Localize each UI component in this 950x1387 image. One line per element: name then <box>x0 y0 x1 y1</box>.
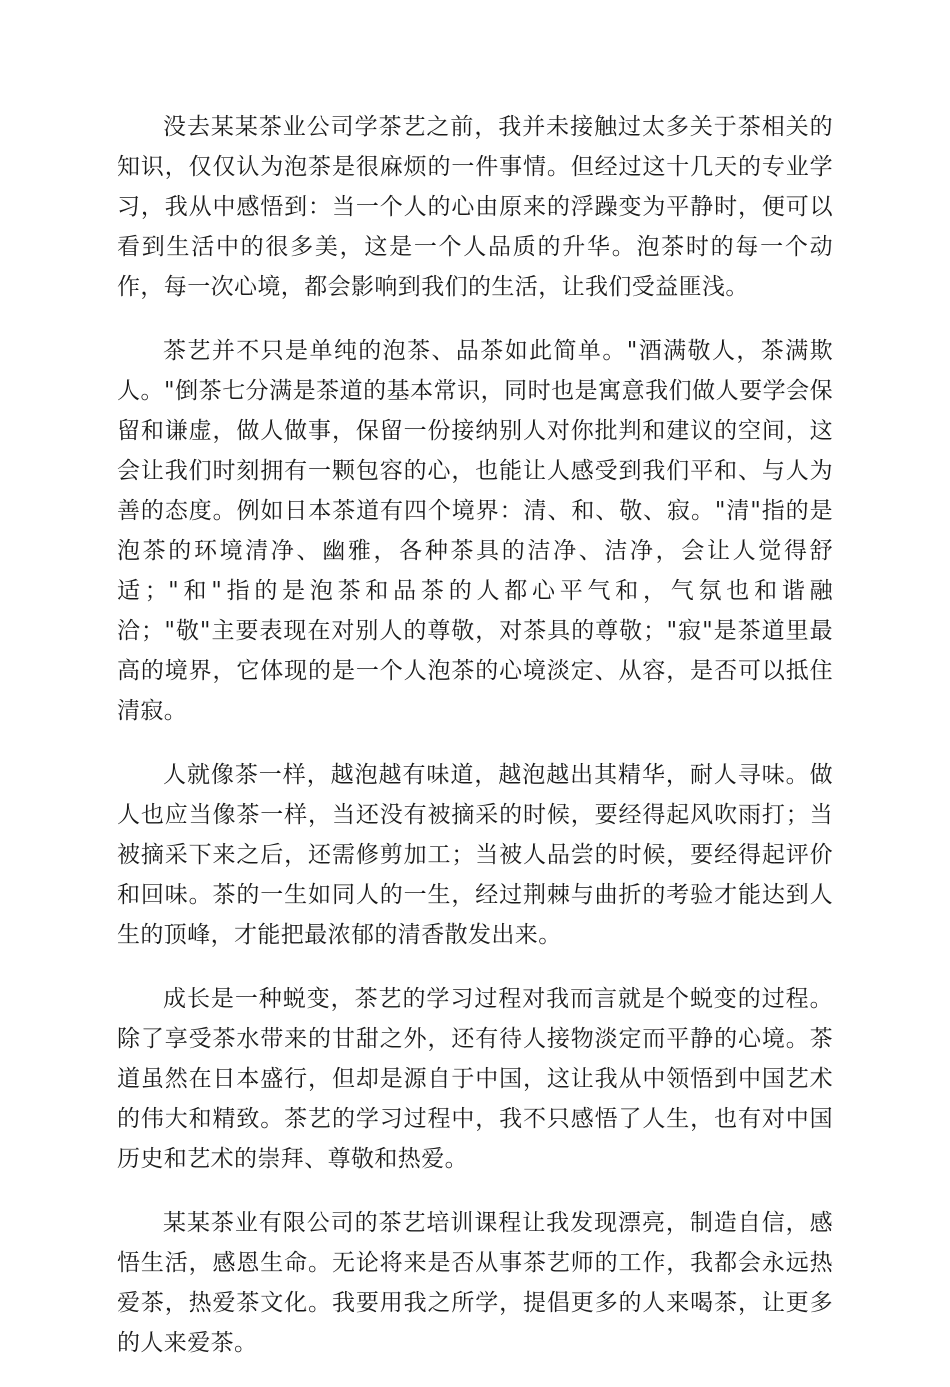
paragraph-1: 没去某某茶业公司学茶艺之前，我并未接触过太多关于茶相关的知识，仅仅认为泡茶是很麻烦的一件事情。但经过这十几天的专业学习，我从中感悟到：当一个人的心由原来的浮躁变为平静时，便可以看到生活中的很多美，这是一个人品质的升华。泡茶时的每一个动作，每一次心境，都会影响到我们的生活，让我们受益匪浅。 <box>117 114 833 300</box>
paragraph-4: 成长是一种蜕变，茶艺的学习过程对我而言就是个蜕变的过程。除了享受茶水带来的甘甜之外，还有待人接物淡定而平静的心境。茶道虽然在日本盛行，但却是源自于中国，这让我从中领悟到中国艺术的伟大和精致。茶艺的学习过程中，我不只感悟了人生，也有对中国历史和艺术的崇拜、尊敬和热爱。 <box>117 986 833 1172</box>
paragraph-2: 茶艺并不只是单纯的泡茶、品茶如此简单。"酒满敬人，茶满欺人。"倒茶七分满是茶道的基本常识，同时也是寓意我们做人要学会保留和谦虚，做人做事，保留一份接纳别人对你批判和建议的空间，这会让我们时刻拥有一颗包容的心，也能让人感受到我们平和、与人为善的态度。例如日本茶道有四个境界：清、和、敬、寂。"清"指的是泡茶的环境清净、幽雅，各种茶具的洁净、洁净，会让人觉得舒适；"和"指的是泡茶和品茶的人都心平气和，气氛也和谐融洽；"敬"主要表现在对别人的尊敬，对茶具的尊敬；"寂"是茶道里最高的境界，它体现的是一个人泡茶的心境淡定、从容，是否可以抵住清寂。 <box>117 338 833 724</box>
document-body <box>117 107 833 1387</box>
paragraph-5: 某某茶业有限公司的茶艺培训课程让我发现漂亮，制造自信，感悟生活，感恩生命。无论将来是否从事茶艺师的工作，我都会永远热爱茶，热爱茶文化。我要用我之所学，提倡更多的人来喝茶，让更多的人来爱茶。 <box>117 1210 833 1356</box>
paragraph-3: 人就像茶一样，越泡越有味道，越泡越出其精华，耐人寻味。做人也应当像茶一样，当还没有被摘采的时候，要经得起风吹雨打；当被摘采下来之后，还需修剪加工；当被人品尝的时候，要经得起评价和回味。茶的一生如同人的一生，经过荆棘与曲折的考验才能达到人生的顶峰，才能把最浓郁的清香散发出来。 <box>117 762 833 948</box>
